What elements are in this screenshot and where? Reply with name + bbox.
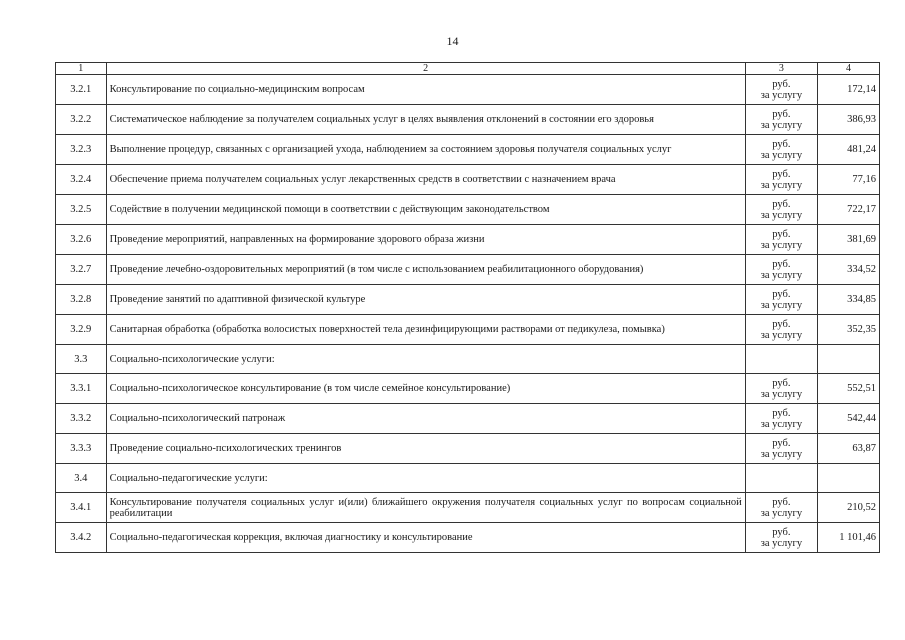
- service-name: Социально-психологическое консультирование (в том числе семейное консультирование): [106, 374, 745, 404]
- page-number: 14: [446, 34, 459, 48]
- row-code: 3.2.2: [56, 105, 107, 135]
- unit-currency: руб.: [772, 437, 791, 449]
- unit-basis: за услугу: [760, 507, 803, 519]
- table-row: [56, 315, 880, 345]
- unit-cell: [745, 225, 817, 255]
- row-code: 3.4: [56, 464, 107, 493]
- unit-currency: руб.: [772, 78, 791, 90]
- price-cell: 552,51: [818, 374, 880, 404]
- service-name: Систематическое наблюдение за получателем социальных услуг в целях выявления отклонений в состоянии его здоровья: [106, 105, 745, 135]
- unit-currency: руб.: [772, 496, 791, 508]
- table-row: [56, 165, 880, 195]
- price-cell: 542,44: [818, 404, 880, 434]
- price-cell: 722,17: [818, 195, 880, 225]
- unit-cell: [745, 434, 817, 464]
- unit-cell: [745, 464, 817, 493]
- unit-basis: за услугу: [760, 269, 803, 281]
- unit-cell: [745, 165, 817, 195]
- table-row: [56, 135, 880, 165]
- price-cell: [818, 464, 880, 493]
- unit-cell: [745, 75, 817, 105]
- row-code: 3.2.3: [56, 135, 107, 165]
- header-cell-1: 1: [56, 63, 107, 75]
- service-name: Социально-психологический патронаж: [106, 404, 745, 434]
- unit-currency: руб.: [772, 138, 791, 150]
- unit-cell: [745, 315, 817, 345]
- service-name: Проведение мероприятий, направленных на формирование здорового образа жизни: [106, 225, 745, 255]
- unit-cell: [745, 404, 817, 434]
- price-cell: 481,24: [818, 135, 880, 165]
- row-code: 3.3.1: [56, 374, 107, 404]
- unit-cell: [745, 374, 817, 404]
- row-code: 3.3.2: [56, 404, 107, 434]
- section-row: [56, 345, 880, 374]
- header-cell-2: 2: [106, 63, 745, 75]
- table-row: [56, 105, 880, 135]
- unit-cell: [745, 195, 817, 225]
- unit-basis: за услугу: [760, 119, 803, 131]
- service-name: Консультирование получателя социальных услуг и(или) ближайшего окружения получателя социальных услуг по вопросам социальной реабилитации: [106, 493, 745, 523]
- unit-currency: руб.: [772, 258, 791, 270]
- table-row: [56, 523, 880, 553]
- unit-cell: [745, 105, 817, 135]
- price-cell: 210,52: [818, 493, 880, 523]
- unit-currency: руб.: [772, 318, 791, 330]
- unit-currency: руб.: [772, 407, 791, 419]
- price-cell: 381,69: [818, 225, 880, 255]
- table-row: [56, 404, 880, 434]
- table-header-row: [56, 63, 880, 75]
- service-name: Проведение лечебно-оздоровительных мероприятий (в том числе с использованием реабилитационного оборудования): [106, 255, 745, 285]
- service-name: Санитарная обработка (обработка волосистых поверхностей тела дезинфицирующими растворами от педикулеза, помывка): [106, 315, 745, 345]
- unit-cell: [745, 135, 817, 165]
- unit-basis: за услугу: [760, 329, 803, 341]
- unit-basis: за услугу: [760, 239, 803, 251]
- table-row: [56, 493, 880, 523]
- row-code: 3.2.1: [56, 75, 107, 105]
- table-row: [56, 374, 880, 404]
- service-name: Обеспечение приема получателем социальных услуг лекарственных средств в соответствии с назначением врача: [106, 165, 745, 195]
- unit-currency: руб.: [772, 168, 791, 180]
- header-cell-3: 3: [745, 63, 817, 75]
- service-name: Содействие в получении медицинской помощи в соответствии с действующим законодательством: [106, 195, 745, 225]
- unit-basis: за услугу: [760, 299, 803, 311]
- service-name: Проведение социально-психологических тренингов: [106, 434, 745, 464]
- unit-cell: [745, 493, 817, 523]
- unit-currency: руб.: [772, 108, 791, 120]
- unit-currency: руб.: [772, 228, 791, 240]
- unit-basis: за услугу: [760, 179, 803, 191]
- table-row: [56, 285, 880, 315]
- unit-basis: за услугу: [760, 149, 803, 161]
- unit-basis: за услугу: [760, 418, 803, 430]
- row-code: 3.2.6: [56, 225, 107, 255]
- row-code: 3.3: [56, 345, 107, 374]
- section-title: Социально-психологические услуги:: [106, 345, 745, 374]
- price-cell: 172,14: [818, 75, 880, 105]
- table-row: [56, 434, 880, 464]
- unit-cell: [745, 523, 817, 553]
- section-title: Социально-педагогические услуги:: [106, 464, 745, 493]
- unit-basis: за услугу: [760, 448, 803, 460]
- unit-cell: [745, 285, 817, 315]
- service-name: Консультирование по социально-медицинским вопросам: [106, 75, 745, 105]
- row-code: 3.4.2: [56, 523, 107, 553]
- price-table: [55, 62, 880, 553]
- price-cell: 1 101,46: [818, 523, 880, 553]
- table-row: [56, 75, 880, 105]
- unit-basis: за услугу: [760, 537, 803, 549]
- section-row: [56, 464, 880, 493]
- header-cell-4: 4: [818, 63, 880, 75]
- row-code: 3.4.1: [56, 493, 107, 523]
- price-cell: 334,52: [818, 255, 880, 285]
- service-name: Выполнение процедур, связанных с организацией ухода, наблюдением за состоянием здоровья получателя социальных услуг: [106, 135, 745, 165]
- row-code: 3.2.9: [56, 315, 107, 345]
- unit-basis: за услугу: [760, 388, 803, 400]
- unit-basis: за услугу: [760, 89, 803, 101]
- table-row: [56, 225, 880, 255]
- row-code: 3.2.8: [56, 285, 107, 315]
- unit-currency: руб.: [772, 288, 791, 300]
- unit-cell: [745, 255, 817, 285]
- price-cell: 63,87: [818, 434, 880, 464]
- row-code: 3.3.3: [56, 434, 107, 464]
- price-cell: 334,85: [818, 285, 880, 315]
- unit-currency: руб.: [772, 526, 791, 538]
- unit-currency: руб.: [772, 377, 791, 389]
- unit-currency: руб.: [772, 198, 791, 210]
- unit-cell: [745, 345, 817, 374]
- row-code: 3.2.5: [56, 195, 107, 225]
- unit-basis: за услугу: [760, 209, 803, 221]
- price-cell: 77,16: [818, 165, 880, 195]
- price-cell: [818, 345, 880, 374]
- row-code: 3.2.7: [56, 255, 107, 285]
- price-cell: 386,93: [818, 105, 880, 135]
- service-name: Проведение занятий по адаптивной физической культуре: [106, 285, 745, 315]
- row-code: 3.2.4: [56, 165, 107, 195]
- table-row: [56, 195, 880, 225]
- table-row: [56, 255, 880, 285]
- service-name: Социально-педагогическая коррекция, включая диагностику и консультирование: [106, 523, 745, 553]
- price-cell: 352,35: [818, 315, 880, 345]
